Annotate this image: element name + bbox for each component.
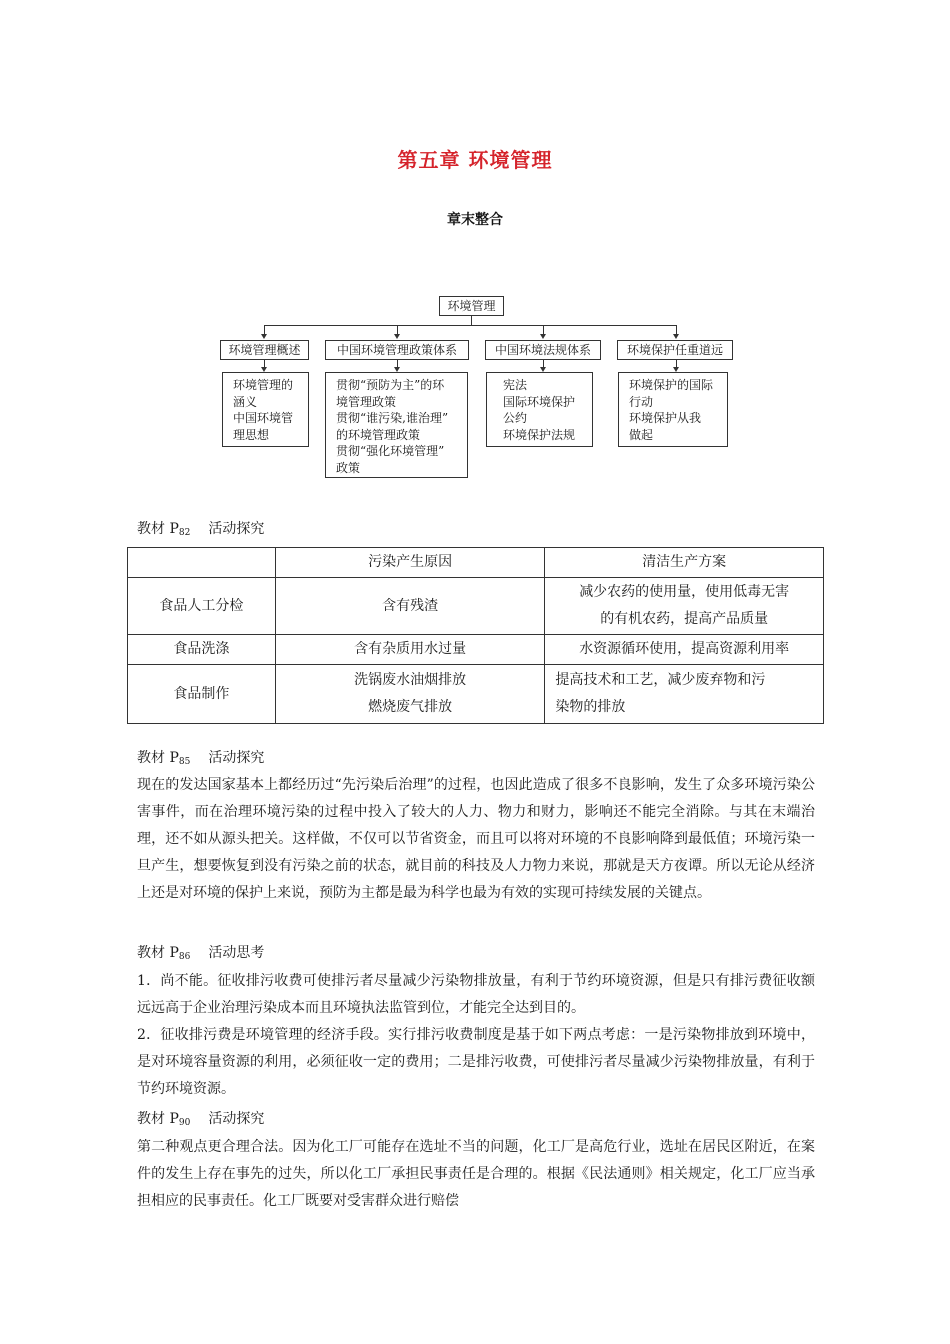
- map-branch-overview: 环境管理概述: [220, 340, 309, 360]
- table-header-cell: 清洁生产方案: [545, 548, 824, 578]
- activity-p85-text: 现在的发达国家基本上都经历过“先污染后治理”的过程，也因此造成了很多不良影响，发生了众多环境污染公害事件，而在治理环境污染的过程中投入了较大的人力、物力和财力，影响还不能完全消除。与其在末端治理，还不如从源头把关。这样做，不仅可以节省资金，而且可以将对环境的不良影响降到最低值；环境污染一旦产生，想要恢复到没有污染之前的状态，就目前的科技及人力物力来说，那就是天方夜谭。所以无论从经济上还是对环境的保护上来说，预防为主都是最为科学也最为有效的实现可持续发展的关键点。: [137, 777, 815, 901]
- table-row: [128, 635, 824, 665]
- table-cell: 食品洗涤: [128, 635, 276, 665]
- table-cell: 洗锅废水油烟排放 燃烧废气排放: [275, 665, 545, 724]
- map-connector: [471, 316, 472, 325]
- arrow-icon: [394, 334, 400, 339]
- map-connector: [264, 360, 265, 367]
- table-header-cell: 污染产生原因: [275, 548, 545, 578]
- table-header-row: [128, 548, 824, 578]
- table-cell: 水资源循环使用，提高资源利用率: [545, 635, 824, 665]
- arrow-icon: [540, 334, 546, 339]
- map-branch-policy: 中国环境管理政策体系: [325, 340, 469, 360]
- arrow-icon: [673, 334, 679, 339]
- activity-p86-point-1: 1．尚不能。征收排污收费可使排污者尽量减少污染物排放量，有利于节约环境资源，但是只有排污费征收额远远高于企业治理污染成本而且环境执法监管到位，才能完全达到目的。: [137, 973, 815, 1016]
- map-root-node: 环境管理: [439, 296, 504, 316]
- map-connector: [676, 360, 677, 367]
- table-header-cell: [128, 548, 276, 578]
- map-leaf-overview: 环境管理的 涵义 中国环境管 理思想: [222, 372, 309, 447]
- map-connector: [264, 325, 677, 326]
- map-connector: [397, 325, 398, 334]
- section-title: 章末整合: [447, 212, 503, 228]
- clean-production-table: [127, 547, 824, 724]
- map-connector: [676, 325, 677, 334]
- map-connector: [543, 325, 544, 334]
- map-leaf-law: 宪法 国际环境保护 公约 环境保护法规: [486, 372, 593, 447]
- activity-p90-text: 第二种观点更合理合法。因为化工厂可能存在选址不当的问题，化工厂是高危行业，选址在居民区附近，在案件的发生上存在事先的过失，所以化工厂承担民事责任是合理的。根据《民法通则》相关规定，化工厂应当承担相应的民事责任。化工厂既要对受害群众进行赔偿: [137, 1139, 815, 1209]
- activity-p86-point-2: 2．征收排污费是环境管理的经济手段。实行排污收费制度是基于如下两点考虑：一是污染物排放到环境中，是对环境容量资源的利用，必须征收一定的费用；二是排污收费，可使排污者尽量减少污染物排放量，有利于节约环境资源。: [137, 1027, 815, 1097]
- activity-label-p90: 教材 $P_{90}$ 活动探究: [137, 1111, 265, 1128]
- table-cell: 含有残渣: [275, 578, 545, 635]
- map-leaf-future: 环境保护的国际 行动 环境保护从我 做起: [618, 372, 728, 447]
- map-leaf-policy: 贯彻“预防为主”的环 境管理政策 贯彻“谁污染,谁治理” 的环境管理政策 贯彻“强化环境管理” 政策: [325, 372, 468, 478]
- map-connector: [264, 325, 265, 334]
- chapter-title: 第五章 环境管理: [397, 148, 553, 172]
- table-row: [128, 578, 824, 635]
- activity-label-p82: 教材 $P_{82}$ 活动探究: [137, 521, 265, 538]
- map-branch-law: 中国环境法规体系: [485, 340, 601, 360]
- activity-label-p86: 教材 $P_{86}$ 活动思考: [137, 945, 265, 962]
- table-cell: 食品人工分检: [128, 578, 276, 635]
- map-connector: [397, 360, 398, 367]
- table-row: [128, 665, 824, 724]
- table-cell: 提高技术和工艺，减少废弃物和污 染物的排放: [545, 665, 824, 724]
- table-cell: 含有杂质用水过量: [275, 635, 545, 665]
- table-cell: 减少农药的使用量，使用低毒无害 的有机农药，提高产品质量: [545, 578, 824, 635]
- arrow-icon: [261, 334, 267, 339]
- map-branch-future: 环境保护任重道远: [617, 340, 733, 360]
- activity-label-p85: 教材 $P_{85}$ 活动探究: [137, 750, 265, 767]
- map-connector: [543, 360, 544, 367]
- table-cell: 食品制作: [128, 665, 276, 724]
